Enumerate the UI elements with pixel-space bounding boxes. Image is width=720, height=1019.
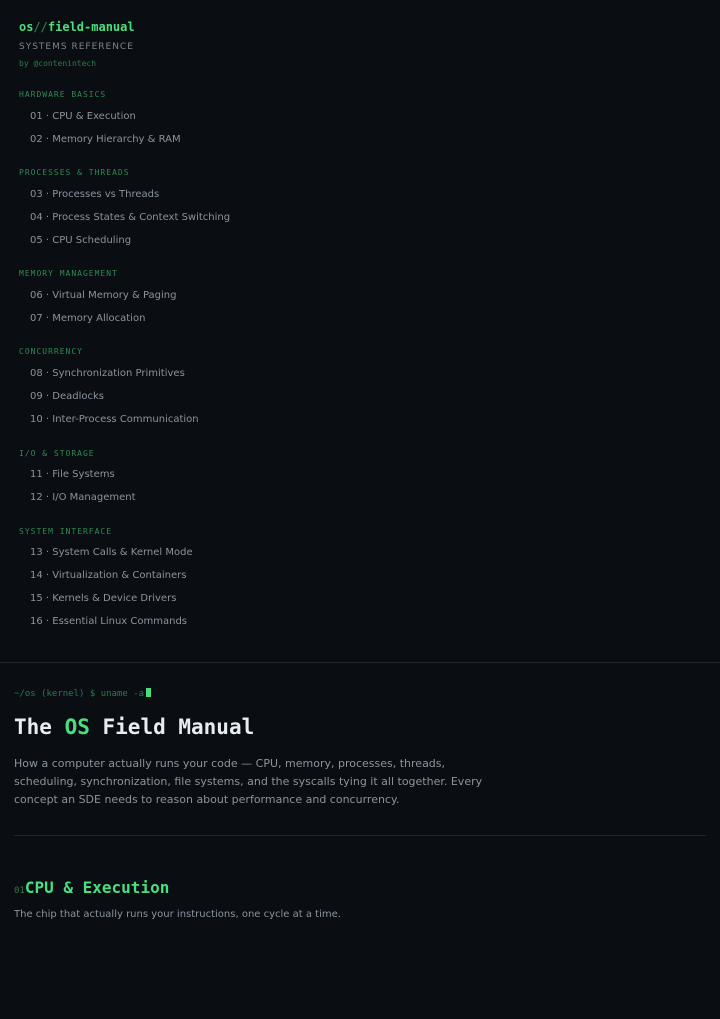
- nav-section-concurrency: CONCURRENCY: [19, 347, 83, 356]
- brand-separator: //: [33, 20, 48, 34]
- nav-item-process-states[interactable]: 04 · Process States & Context Switching: [30, 212, 231, 223]
- nav-item-memory-allocation[interactable]: 07 · Memory Allocation: [30, 313, 146, 324]
- nav-item-kernels-drivers[interactable]: 15 · Kernels & Device Drivers: [30, 593, 177, 604]
- brand-prefix: os: [19, 20, 34, 34]
- nav-item-cpu-scheduling[interactable]: 05 · CPU Scheduling: [30, 235, 132, 246]
- nav-item-ipc[interactable]: 10 · Inter-Process Communication: [30, 414, 199, 425]
- nav-section-io-storage: I/O & STORAGE: [19, 449, 95, 458]
- nav-item-linux-commands[interactable]: 16 · Essential Linux Commands: [30, 616, 188, 627]
- cursor-icon: [146, 688, 151, 697]
- terminal-prompt: [14, 688, 151, 700]
- nav-item-cpu-execution[interactable]: 01 · CPU & Execution: [30, 111, 136, 122]
- nav-item-processes-vs-threads[interactable]: 03 · Processes vs Threads: [30, 189, 160, 200]
- brand-author: by @contenintech: [19, 59, 97, 68]
- nav-section-memory-management: MEMORY MANAGEMENT: [19, 269, 118, 278]
- brand-name: field-manual: [47, 20, 135, 34]
- nav-section-hardware-basics: HARDWARE BASICS: [19, 90, 107, 99]
- nav-item-memory-hierarchy[interactable]: 02 · Memory Hierarchy & RAM: [30, 134, 181, 145]
- brand-logo[interactable]: [19, 19, 135, 35]
- page-description: How a computer actually runs your code — CPU, memory, processes, threads, scheduling, synchronization, file systems, and the syscalls tying it all together. Every concept an SDE needs to reason about performance and concurrency.: [14, 757, 483, 806]
- section-heading: [14, 876, 169, 903]
- nav-item-virtualization[interactable]: 14 · Virtualization & Containers: [30, 570, 187, 581]
- nav-item-deadlocks[interactable]: 09 · Deadlocks: [30, 391, 104, 402]
- nav-section-system-interface: SYSTEM INTERFACE: [19, 527, 113, 536]
- title-suffix: Field Manual: [89, 715, 255, 739]
- nav-section-processes-threads: PROCESSES & THREADS: [19, 168, 130, 177]
- section-description: The chip that actually runs your instructions, one cycle at a time.: [14, 909, 341, 920]
- title-prefix: The: [14, 715, 65, 739]
- nav-item-system-calls[interactable]: 13 · System Calls & Kernel Mode: [30, 547, 193, 558]
- prompt-text: ~/os (kernel) $ uname -a: [14, 689, 145, 699]
- nav-item-io-management[interactable]: 12 · I/O Management: [30, 492, 136, 503]
- section-number: 01: [14, 886, 25, 896]
- brand-subtitle: SYSTEMS REFERENCE: [19, 42, 134, 52]
- nav-item-file-systems[interactable]: 11 · File Systems: [30, 469, 115, 480]
- divider: [14, 835, 706, 836]
- nav-item-virtual-memory[interactable]: 06 · Virtual Memory & Paging: [30, 290, 177, 301]
- nav-item-synchronization[interactable]: 08 · Synchronization Primitives: [30, 368, 185, 379]
- section-title: CPU & Execution: [24, 878, 170, 897]
- title-accent: OS: [64, 715, 90, 739]
- page-title: [14, 713, 254, 741]
